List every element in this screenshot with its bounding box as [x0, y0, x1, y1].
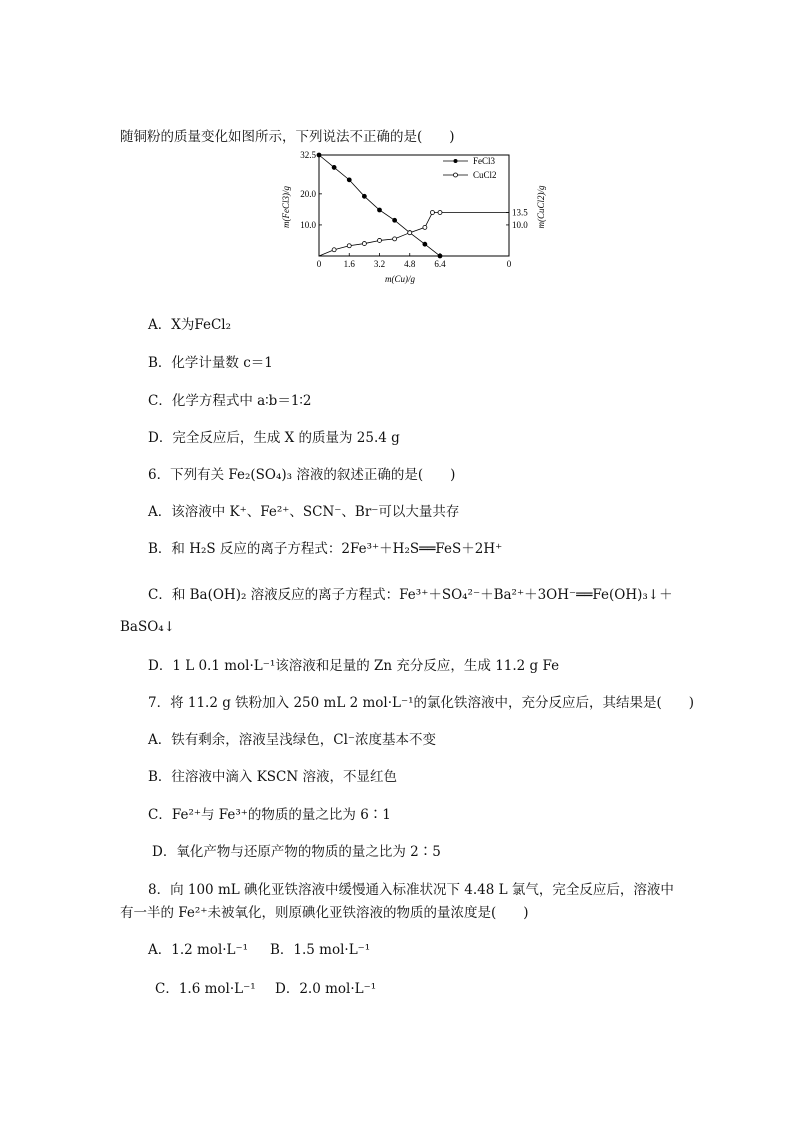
y-axis-label-left: m(FeCl3)/g	[281, 186, 291, 228]
q5-option-d: D．完全反应后，生成 X 的质量为 25.4 g	[148, 430, 400, 446]
legend-marker-cucl2	[454, 173, 458, 177]
q8-stem-line1: 8．向 100 mL 碘化亚铁溶液中缓慢通入标准状况下 4.48 L 氯气，完全反应后，溶液中	[148, 882, 674, 898]
legend-label-fecl3: FeCl3	[473, 156, 496, 166]
x-axis-label: m(Cu)/g	[385, 274, 415, 284]
x-tick-label: 6.4	[434, 259, 446, 269]
point-cucl2	[438, 210, 442, 214]
point-cucl2	[378, 238, 382, 242]
q7-option-c: C．Fe²⁺与 Fe³⁺的物质的量之比为 6∶1	[148, 807, 391, 823]
q7-option-d: D．氧化产物与还原产物的物质的量之比为 2∶5	[152, 844, 441, 860]
q5-option-a: A．X为FeCl₂	[148, 317, 232, 333]
point-fecl3	[347, 178, 351, 182]
fecl3-cucl2-chart	[278, 145, 553, 290]
y-right-tick-label: 10.0	[512, 219, 528, 230]
point-fecl3	[378, 208, 382, 212]
q5-option-b: B．化学计量数 c＝1	[148, 355, 273, 371]
q7-stem: 7．将 11.2 g 铁粉加入 250 mL 2 mol·L⁻¹的氯化铁溶液中，充分反应后，其结果是( )	[148, 695, 695, 711]
point-cucl2	[362, 242, 366, 246]
point-cucl2	[408, 231, 412, 235]
x-tick-label: 0	[506, 259, 512, 269]
q6-option-b: B．和 H₂S 反应的离子方程式：2Fe³⁺＋H₂S══FeS＋2H⁺	[148, 541, 503, 557]
point-cucl2	[332, 248, 336, 252]
q7-option-b: B．往溶液中滴入 KSCN 溶液，不显红色	[148, 769, 397, 785]
point-fecl3	[362, 194, 366, 198]
x-tick-label: 3.2	[373, 259, 386, 269]
x-tick-label: 0	[316, 259, 322, 269]
legend-marker-fecl3	[454, 159, 458, 163]
q8-option-a: A．1.2 mol·L⁻¹	[148, 942, 249, 958]
y-axis-label-right: m(CuCl2)/g	[536, 185, 546, 229]
q8-option-b: B．1.5 mol·L⁻¹	[270, 942, 371, 958]
q8-option-c: C．1.6 mol·L⁻¹	[155, 981, 256, 997]
point-cucl2	[347, 244, 351, 248]
point-cucl2	[430, 210, 434, 214]
q6-option-a: A．该溶液中 K⁺、Fe²⁺、SCN⁻、Br⁻可以大量共存	[148, 504, 460, 520]
q6-stem: 6．下列有关 Fe₂(SO₄)₃ 溶液的叙述正确的是( )	[148, 467, 456, 483]
y-left-tick-label: 10.0	[300, 219, 316, 230]
point-fecl3	[332, 165, 336, 169]
q6-option-c-line1: C．和 Ba(OH)₂ 溶液反应的离子方程式：Fe³⁺＋SO₄²⁻＋Ba²⁺＋3OH⁻══Fe(OH)₃↓＋	[148, 587, 673, 603]
point-fecl3	[438, 254, 442, 258]
q8-stem-line2: 有一半的 Fe²⁺未被氧化，则原碘化亚铁溶液的物质的量浓度是( )	[120, 905, 529, 921]
q5-option-c: C．化学方程式中 a∶b＝1∶2	[148, 393, 312, 409]
point-fecl3	[393, 218, 397, 222]
legend	[443, 156, 497, 180]
point-cucl2	[423, 225, 427, 229]
point-fecl3	[317, 153, 321, 157]
point-cucl2	[393, 237, 397, 241]
y-left-tick-label: 32.5	[300, 150, 316, 160]
q8-option-d: D．2.0 mol·L⁻¹	[275, 981, 377, 997]
point-fecl3	[423, 242, 427, 246]
x-tick-label: 4.8	[404, 259, 416, 269]
q7-option-a: A．铁有剩余，溶液呈浅绿色，Cl⁻浓度基本不变	[148, 732, 437, 748]
x-tick-label: 1.6	[343, 259, 355, 269]
y-right-tick-label: 13.5	[512, 207, 528, 218]
y-left-tick-label: 20.0	[300, 188, 316, 199]
question-intro: 随铜粉的质量变化如图所示，下列说法不正确的是( )	[120, 129, 455, 145]
legend-label-cucl2: CuCl2	[473, 170, 497, 180]
series-line-cucl2	[319, 212, 509, 256]
q6-option-c-line2: BaSO₄↓	[120, 619, 176, 635]
q6-option-d: D．1 L 0.1 mol·L⁻¹该溶液和足量的 Zn 充分反应，生成 11.2 g Fe	[148, 658, 560, 674]
